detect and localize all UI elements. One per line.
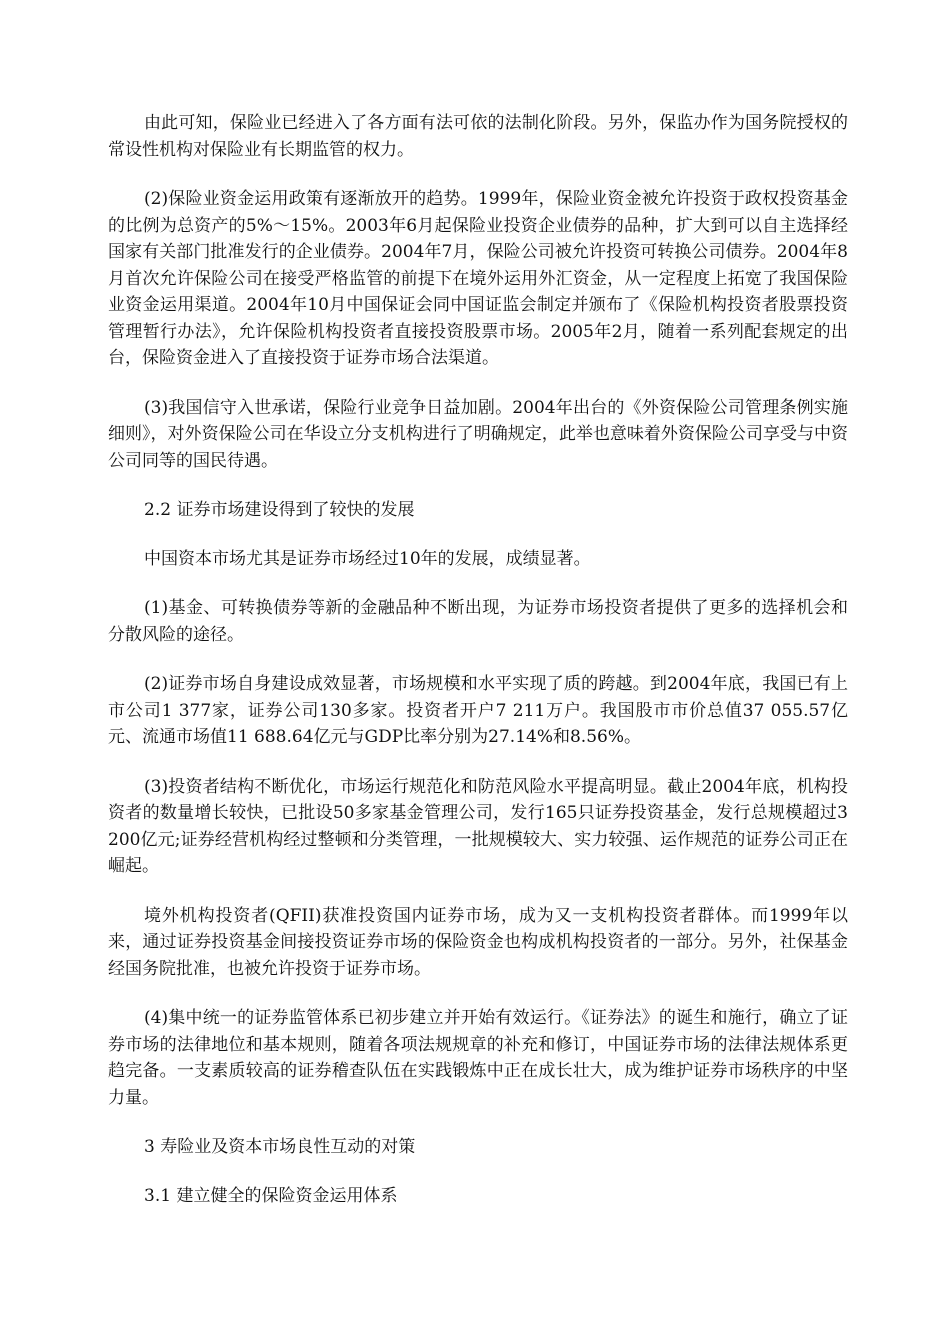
paragraph-legal-stage: 由此可知，保险业已经进入了各方面有法可依的法制化阶段。另外，保监办作为国务院授权的常设性机构对保险业有长期监管的权力。: [108, 113, 848, 160]
paragraph-fund-policy: (2)保险业资金运用政策有逐渐放开的趋势。1999年，保险业资金被允许投资于政权投资基金的比例为总资产的5%～15%。2003年6月起保险业投资企业债券的品种，扩大到可以自主选择经国家有关部门批准发行的企业债券。2004年7月，保险公司被允许投资可转换公司债券。2004年8月首次允许保险公司在接受严格监管的前提下在境外运用外汇资金，从一定程度上拓宽了我国保险业资金运用渠道。2004年10月中国保证会同中国证监会制定并颁布了《保险机构投资者股票投资管理暂行办法》，允许保险机构投资者直接投资股票市场。2005年2月，随着一系列配套规定的出台，保险资金进入了直接投资于证券市场合法渠道。: [108, 189, 848, 368]
section-heading-3-1: 3.1 建立健全的保险资金运用体系: [144, 1185, 398, 1206]
document-body: [108, 110, 848, 1231]
paragraph-market-scale: (2)证券市场自身建设成效显著，市场规模和水平实现了质的跨越。到2004年底，我国已有上市公司1 377家，证券公司130多家。投资者开户7 211万户。我国股市市价总值37 055.57亿元、流通市场值11 688.64亿元与GDP比率分别为27.14%和8.56%。: [108, 674, 848, 747]
paragraph-regulation: (4)集中统一的证券监管体系已初步建立并开始有效运行。《证券法》的诞生和施行，确立了证券市场的法律地位和基本规则，随着各项法规规章的补充和修订，中国证券市场的法律法规体系更趋完备。一支素质较高的证券稽查队伍在实践锻炼中正在成长壮大，成为维护证券市场秩序的中坚力量。: [108, 1008, 848, 1108]
section-heading-2-2: 2.2 证券市场建设得到了较快的发展: [144, 500, 415, 520]
paragraph-wto-competition: (3)我国信守入世承诺，保险行业竞争日益加剧。2004年出台的《外资保险公司管理条例实施细则》，对外资保险公司在华设立分支机构进行了明确规定，此举也意味着外资保险公司享受与中资公司同等的国民待遇。: [108, 397, 848, 471]
paragraph-investor-structure: (3)投资者结构不断优化，市场运行规范化和防范风险水平提高明显。截止2004年底，机构投资者的数量增长较快，已批设50多家基金管理公司，发行165只证券投资基金，发行总规模超过3 200亿元;证券经营机构经过整顿和分类管理，一批规模较大、实力较强、运作规范的证券公司正在崛起。: [108, 776, 848, 876]
section-heading-3: 3 寿险业及资本市场良性互动的对策: [144, 1137, 416, 1157]
paragraph-market-intro: 中国资本市场尤其是证券市场经过10年的发展，成绩显著。: [144, 548, 591, 569]
paragraph-new-products: (1)基金、可转换债券等新的金融品种不断出现，为证券市场投资者提供了更多的选择机会和分散风险的途径。: [108, 598, 848, 645]
paragraph-qfii: 境外机构投资者(QFII)获准投资国内证券市场，成为又一支机构投资者群体。而1999年以来，通过证券投资基金间接投资证券市场的保险资金也构成机构投资者的一部分。另外，社保基金经国务院批准，也被允许投资于证券市场。: [108, 905, 848, 979]
